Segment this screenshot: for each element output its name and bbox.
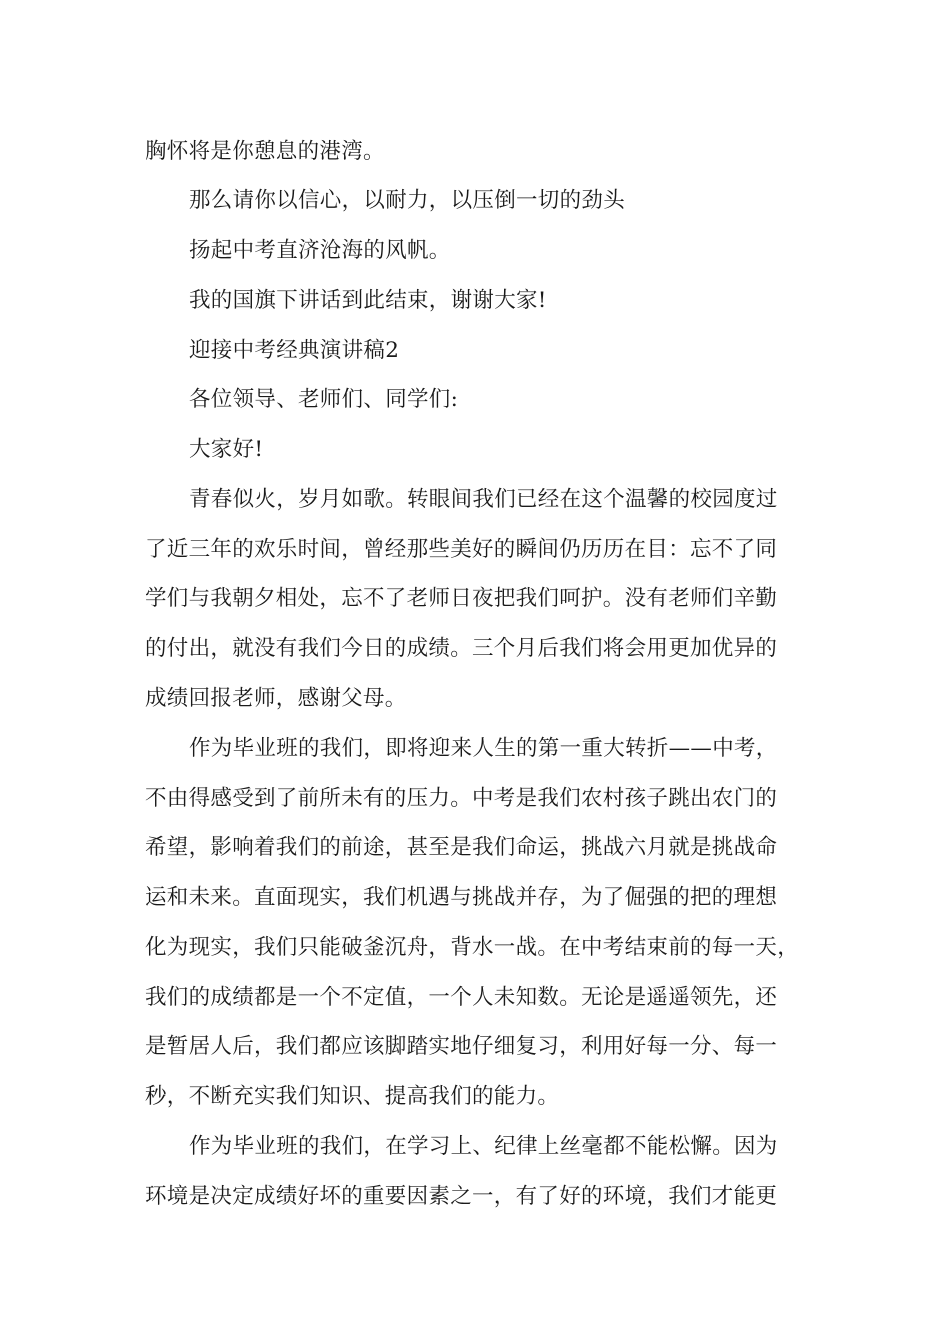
text-line: 我们的成绩都是一个不定值，一个人未知数。无论是遥遥领先，还	[145, 985, 778, 1010]
text-line: 秒，不断充实我们知识、提高我们的能力。	[145, 1084, 560, 1109]
text-line: 作为毕业班的我们，在学习上、纪律上丝毫都不能松懈。因为	[189, 1134, 778, 1159]
text-line: 希望，影响着我们的前途，甚至是我们命运，挑战六月就是挑战命	[145, 835, 778, 860]
text-line: 我的国旗下讲话到此结束，谢谢大家!	[189, 288, 547, 313]
section-heading: 迎接中考经典演讲稿2	[189, 338, 400, 363]
text-line: 化为现实，我们只能破釜沉舟，背水一战。在中考结束前的每一天，	[145, 935, 800, 960]
text-line: 胸怀将是你憩息的港湾。	[145, 139, 385, 164]
salutation: 各位领导、老师们、同学们:	[189, 387, 459, 412]
text-line: 的付出，就没有我们今日的成绩。三个月后我们将会用更加优异的	[145, 636, 778, 661]
text-line: 作为毕业班的我们，即将迎来人生的第一重大转折——中考，	[189, 736, 778, 761]
text-line: 环境是决定成绩好坏的重要因素之一，有了好的环境，我们才能更	[145, 1184, 778, 1209]
text-line: 扬起中考直济沧海的风帆。	[189, 238, 451, 263]
text-line: 是暂居人后，我们都应该脚踏实地仔细复习，利用好每一分、每一	[145, 1034, 778, 1059]
text-line: 那么请你以信心，以耐力，以压倒一切的劲头	[189, 188, 626, 213]
text-line: 运和未来。直面现实，我们机遇与挑战并存，为了倔强的把的理想	[145, 885, 778, 910]
greeting: 大家好!	[189, 437, 264, 462]
text-line: 成绩回报老师，感谢父母。	[145, 686, 407, 711]
text-line: 学们与我朝夕相处，忘不了老师日夜把我们呵护。没有老师们辛勤	[145, 586, 778, 611]
text-line: 了近三年的欢乐时间，曾经那些美好的瞬间仍历历在目：忘不了同	[145, 537, 778, 562]
text-line: 不由得感受到了前所未有的压力。中考是我们农村孩子跳出农门的	[145, 786, 778, 811]
text-line: 青春似火，岁月如歌。转眼间我们已经在这个温馨的校园度过	[189, 487, 778, 512]
